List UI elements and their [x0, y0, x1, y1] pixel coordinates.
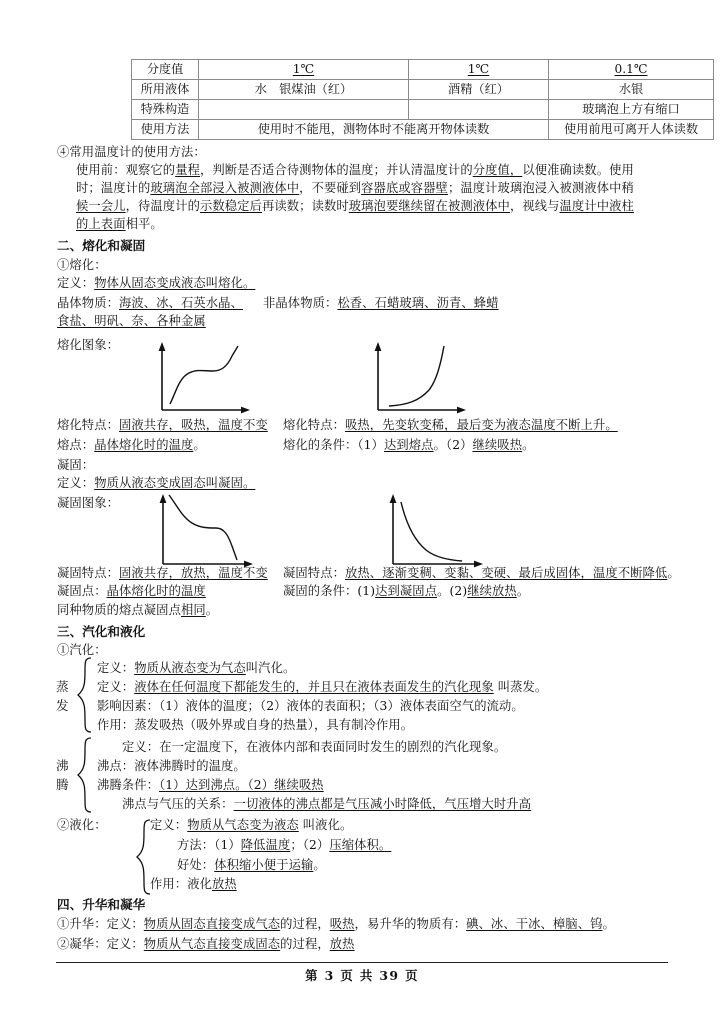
noncrystal-substances: 非晶体物质：松香、石蜡玻璃、沥青、蜂蜡	[263, 296, 499, 310]
liquefaction-benefit: 好处：体积缩小便于运输。	[177, 858, 326, 872]
evaporation-definition: 定义：液体在任何温度下都能发生的，并且只在液体表面发生的汽化现象 叫蒸发。	[97, 680, 548, 694]
liquefaction-definition: 定义：物质从气态变为液态 叫液化。	[150, 818, 353, 832]
solidification-item: 凝固：	[57, 458, 95, 472]
cell-liquid-3: 水银	[549, 80, 714, 100]
section-2-title: 二、熔化和凝固	[57, 238, 146, 253]
thermometer-spec-table	[131, 59, 714, 140]
liquefaction-item: ②液化：	[57, 818, 107, 832]
section-3-item-1: ①汽化：	[57, 643, 107, 657]
boiling-conditions: 沸腾条件：（1）达到沸点。（2）继续吸热	[97, 778, 324, 792]
intro-line-4: 的上表面相平。	[76, 217, 163, 231]
melting-graph-label: 熔化图象：	[57, 338, 119, 352]
table-row	[132, 80, 714, 100]
section-2-item-1: ①熔化：	[57, 258, 107, 272]
row-header-division: 分度值	[132, 60, 199, 80]
brace-evaporation-icon	[74, 656, 94, 734]
melting-feature-crystal: 熔化特点：固液共存，吸热，温度不变	[57, 418, 268, 432]
cell-liquid-1: 水 银煤油（红）	[199, 80, 409, 100]
solidification-graph-amorphous	[370, 490, 495, 570]
brace-label-evap-2: 发	[56, 698, 69, 713]
boiling-point: 沸点：液体沸腾时的温度。	[97, 759, 246, 773]
melting-graph-amorphous	[355, 340, 475, 415]
cell-structure-2	[409, 100, 549, 120]
cell-liquid-2: 酒精（红）	[409, 80, 549, 100]
footer-divider	[56, 962, 668, 963]
melting-definition: 定义：物体从固态变成液态叫熔化。	[57, 276, 256, 290]
brace-boiling-icon	[74, 736, 94, 814]
liquefaction-methods: 方法：（1）降低温度；（2）压缩体积。	[177, 838, 392, 852]
section-3-title: 三、汽化和液化	[57, 624, 146, 639]
cell-structure-1	[199, 100, 409, 120]
table-row	[132, 100, 714, 120]
cell-usage-2: 使用前甩可离开人体读数	[549, 120, 714, 140]
row-header-usage: 使用方法	[132, 120, 199, 140]
same-substance-note: 同种物质的熔点凝固点相同。	[57, 603, 219, 617]
brace-label-boil-2: 腾	[56, 777, 69, 792]
row-header-structure: 特殊构造	[132, 100, 199, 120]
melting-graph-crystal	[139, 340, 259, 415]
cell-structure-3: 玻璃泡上方有缩口	[549, 100, 714, 120]
solidification-feature-amorphous: 凝固特点：放热、逐渐变稠、变黏、变硬、最后成固体，温度不断降低。	[283, 566, 680, 580]
brace-label-evap-1: 蒸	[56, 679, 69, 694]
solidification-feature-crystal: 凝固特点：固液共存，放热，温度不变	[57, 566, 268, 580]
crystal-substances-line2: 食盐、明矾、奈、各种金属	[57, 314, 206, 328]
intro-line-3: 候一会儿，待温度计的示数稳定后再读数；读数时玻璃泡要继续留在被测液体中，视线与温度计中液柱	[76, 199, 634, 213]
table-row	[132, 60, 714, 80]
solidification-graph-label: 凝固图象：	[57, 496, 119, 510]
boiling-pressure-relation: 沸点与气压的关系：一切液体的沸点都是气压减小时降低，气压增大时升高	[122, 797, 532, 811]
solidification-graph-crystal	[140, 490, 265, 570]
intro-line-1: 使用前：观察它的量程，判断是否适合待测物体的温度；并认清温度计的分度值，以便准确读数。使用	[76, 163, 634, 177]
melting-point-label: 熔点：晶体熔化时的温度。	[57, 438, 206, 452]
brace-label-boil-1: 沸	[56, 758, 69, 773]
boiling-definition: 定义：在一定温度下，在液体内部和表面同时发生的剧烈的汽化现象。	[122, 740, 507, 754]
evaporation-factors: 影响因素：（1）液体的温度；（2）液体的表面积；（3）液体表面空气的流动。	[97, 699, 524, 713]
page-footer: 第 3 页 共 39 页	[305, 968, 419, 983]
liquefaction-effect: 作用：液化放热	[150, 877, 237, 891]
cell-division-2: 1℃	[467, 62, 490, 76]
cell-usage-1: 使用时不能甩，测物体时不能离开物体读数	[199, 120, 549, 140]
vaporization-definition: 定义：物质从液态变为气态叫汽化。	[97, 661, 296, 675]
solidification-conditions: 凝固的条件：(1)达到凝固点。(2)继续放热。	[283, 584, 530, 598]
solidification-definition: 定义：物质从液态变成固态叫凝固。	[57, 476, 256, 490]
crystal-substances: 晶体物质：海波、冰、石英水晶、	[57, 296, 243, 310]
deposition-definition: ②凝华：定义：物质从气态直接变成固态的过程，放热	[57, 937, 355, 951]
intro-line-2: 时；温度计的玻璃泡全部浸入被测液体中，不要碰到容器底或容器壁；温度计玻璃泡浸入被测液体中稍	[76, 181, 634, 195]
table-row	[132, 120, 714, 140]
melting-feature-amorphous: 熔化特点：吸热，先变软变稀，最后变为液态温度不断上升。	[283, 418, 618, 432]
intro-heading: ④常用温度计的使用方法：	[57, 145, 206, 159]
melting-conditions: 熔化的条件：（1）达到熔点。（2）继续吸热。	[283, 438, 535, 452]
solidification-point-label: 凝固点：晶体熔化时的温度	[57, 584, 206, 598]
section-4-title: 四、升华和凝华	[57, 897, 146, 912]
cell-division-3: 0.1℃	[614, 62, 648, 76]
sublimation-definition: ①升华：定义：物质从固态直接变成气态的过程，吸热，易升华的物质有：碘、冰、干冰、樟脑、钨。	[57, 917, 615, 931]
evaporation-effect: 作用：蒸发吸热（吸外界或自身的热量），具有制冷作用。	[97, 718, 414, 732]
cell-division-1: 1℃	[292, 62, 315, 76]
row-header-liquid: 所用液体	[132, 80, 199, 100]
